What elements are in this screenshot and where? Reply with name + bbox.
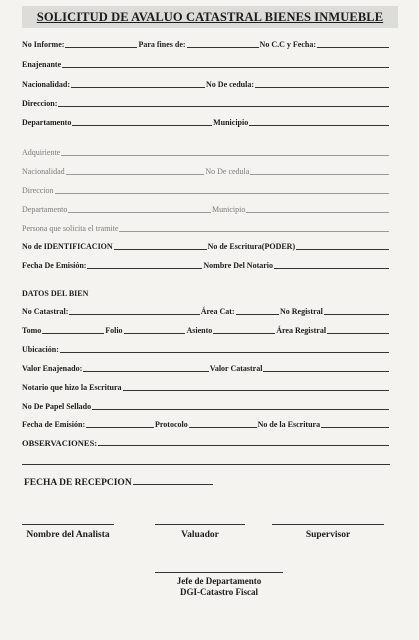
field-departamento[interactable] (72, 125, 212, 126)
label-direccion: Direccion: (22, 99, 58, 108)
field-observaciones-line2[interactable] (22, 464, 390, 465)
signature-line-valuador[interactable] (155, 524, 245, 525)
field-protocolo[interactable] (189, 427, 257, 428)
field-area-registral[interactable] (327, 333, 389, 334)
field-valor-catastral[interactable] (263, 371, 389, 372)
row-departamento2 (22, 203, 390, 215)
field-no-cc-fecha[interactable] (317, 47, 389, 48)
field-no-informe[interactable] (65, 47, 137, 48)
label-no-cc-fecha: No C.C y Fecha: (259, 40, 316, 49)
label-nacionalidad: Nacionalidad: (22, 80, 71, 89)
row-adquiriente (22, 146, 390, 158)
row-direccion2 (22, 184, 390, 196)
field-tomo[interactable] (42, 333, 104, 334)
label-protocolo: Protocolo (155, 420, 188, 429)
label-tomo: Tomo (22, 326, 42, 335)
row-identificacion (22, 240, 390, 252)
label-adquiriente: Adquiriente (22, 148, 61, 157)
field-direccion2[interactable] (55, 193, 389, 194)
label-jefe-line1: Jefe de Departamento (176, 576, 262, 586)
field-no-papel-sellado[interactable] (92, 409, 389, 410)
signature-supervisor (272, 524, 384, 540)
field-area-cat[interactable] (236, 314, 279, 315)
row-tomo (22, 324, 390, 336)
row-fecha-emision (22, 259, 390, 271)
label-departamento: Departamento (22, 118, 72, 127)
signature-line-jefe[interactable] (155, 572, 283, 573)
field-nacionalidad2[interactable] (66, 174, 205, 175)
label-jefe-line2: DGI-Catastro Fiscal (179, 587, 259, 597)
label-departamento2: Departamento (22, 205, 68, 214)
signature-line-analista[interactable] (22, 524, 114, 525)
field-fecha-recepcion[interactable] (133, 484, 213, 485)
field-notario-escritura[interactable] (123, 390, 389, 391)
row-fecha-recepcion (24, 478, 214, 488)
field-no-identificacion[interactable] (114, 249, 207, 250)
field-adquiriente[interactable] (61, 155, 389, 156)
section-datos-bien: DATOS DEL BIEN (22, 289, 89, 298)
signature-valuador (155, 524, 245, 540)
field-no-escritura-poder[interactable] (296, 249, 389, 250)
label-area-registral: Área Registral (276, 326, 327, 335)
form-title: SOLICITUD DE AVALUO CATASTRAL BIENES INMUEBLE (22, 6, 398, 28)
field-enajenante[interactable] (62, 67, 389, 68)
field-municipio2[interactable] (246, 212, 389, 213)
label-no-informe: No Informe: (22, 40, 65, 49)
field-asiento[interactable] (213, 333, 275, 334)
label-fecha-emision-bien: Fecha de Emisión: (22, 420, 86, 429)
row-catastral (22, 305, 390, 317)
field-no-escritura[interactable] (321, 427, 389, 428)
field-persona-tramite[interactable] (119, 231, 389, 232)
label-supervisor: Supervisor (305, 530, 351, 540)
row-fecha-protocolo (22, 418, 390, 430)
label-notario-escritura: Notario que hizo la Escritura (22, 383, 122, 392)
label-ubicacion: Ubicación: (22, 345, 59, 354)
row-informe (22, 38, 390, 50)
label-valuador: Valuador (181, 530, 219, 540)
row-departamento (22, 116, 390, 128)
field-fecha-emision[interactable] (87, 268, 202, 269)
field-direccion[interactable] (58, 106, 389, 107)
field-observaciones[interactable] (98, 445, 389, 446)
label-municipio2: Municipio (211, 205, 246, 214)
field-nombre-notario[interactable] (274, 268, 389, 269)
label-nacionalidad2: Nacionalidad (22, 167, 65, 176)
signature-analista (22, 524, 114, 540)
field-valor-enajenado[interactable] (83, 371, 209, 372)
field-para-fines[interactable] (187, 47, 259, 48)
row-nacionalidad (22, 78, 390, 90)
label-nombre-notario: Nombre Del Notario (203, 261, 274, 270)
field-ubicacion[interactable] (60, 352, 389, 353)
row-valor (22, 362, 390, 374)
field-fecha-emision-bien[interactable] (86, 427, 154, 428)
field-folio[interactable] (124, 333, 186, 334)
row-papel-sellado (22, 400, 390, 412)
row-nacionalidad2 (22, 165, 390, 177)
label-no-cedula: No De cedula: (206, 80, 255, 89)
label-fecha-recepcion: FECHA DE RECEPCION (24, 478, 132, 488)
label-para-fines: Para fines de: (138, 40, 186, 49)
label-enajenante: Enajenante (22, 60, 62, 69)
label-area-cat: Área Cat: (200, 307, 235, 316)
field-municipio[interactable] (249, 125, 389, 126)
label-no-papel-sellado: No De Papel Sellado (22, 402, 92, 411)
label-observaciones: OBSERVACIONES: (22, 438, 98, 448)
label-municipio: Municipio (213, 118, 249, 127)
label-valor-enajenado: Valor Enajenado: (22, 364, 83, 373)
label-persona-tramite: Persona que solicita el tramite (22, 224, 119, 233)
label-asiento: Asiento (186, 326, 213, 335)
signature-jefe (155, 572, 283, 598)
label-folio: Folio (105, 326, 123, 335)
row-ubicacion (22, 343, 390, 355)
label-analista: Nombre del Analista (26, 530, 110, 540)
row-persona-tramite (22, 222, 390, 234)
label-direccion2: Direccion (22, 186, 54, 195)
row-notario-escritura (22, 381, 390, 393)
label-valor-catastral: Valor Catastral (209, 364, 263, 373)
label-no-cedula2: No De cedula (205, 167, 250, 176)
label-fecha-emision: Fecha De Emisión: (22, 261, 87, 270)
row-observaciones (22, 436, 390, 448)
field-no-registral[interactable] (324, 314, 389, 315)
field-no-cedula[interactable] (255, 87, 389, 88)
row-enajenante (22, 58, 390, 70)
signature-line-supervisor[interactable] (272, 524, 384, 525)
label-no-registral: No Registral (279, 307, 323, 316)
label-no-escritura: No de la Escritura (257, 420, 321, 429)
label-no-catastral: No Catastral: (22, 307, 69, 316)
label-no-identificacion: No de IDENTIFICACION (22, 242, 113, 251)
field-no-cedula2[interactable] (250, 174, 389, 175)
label-no-escritura-poder: No de Escritura(PODER) (207, 242, 296, 251)
row-direccion (22, 97, 390, 109)
field-nacionalidad[interactable] (71, 87, 205, 88)
field-no-catastral[interactable] (69, 314, 199, 315)
field-departamento2[interactable] (68, 212, 211, 213)
